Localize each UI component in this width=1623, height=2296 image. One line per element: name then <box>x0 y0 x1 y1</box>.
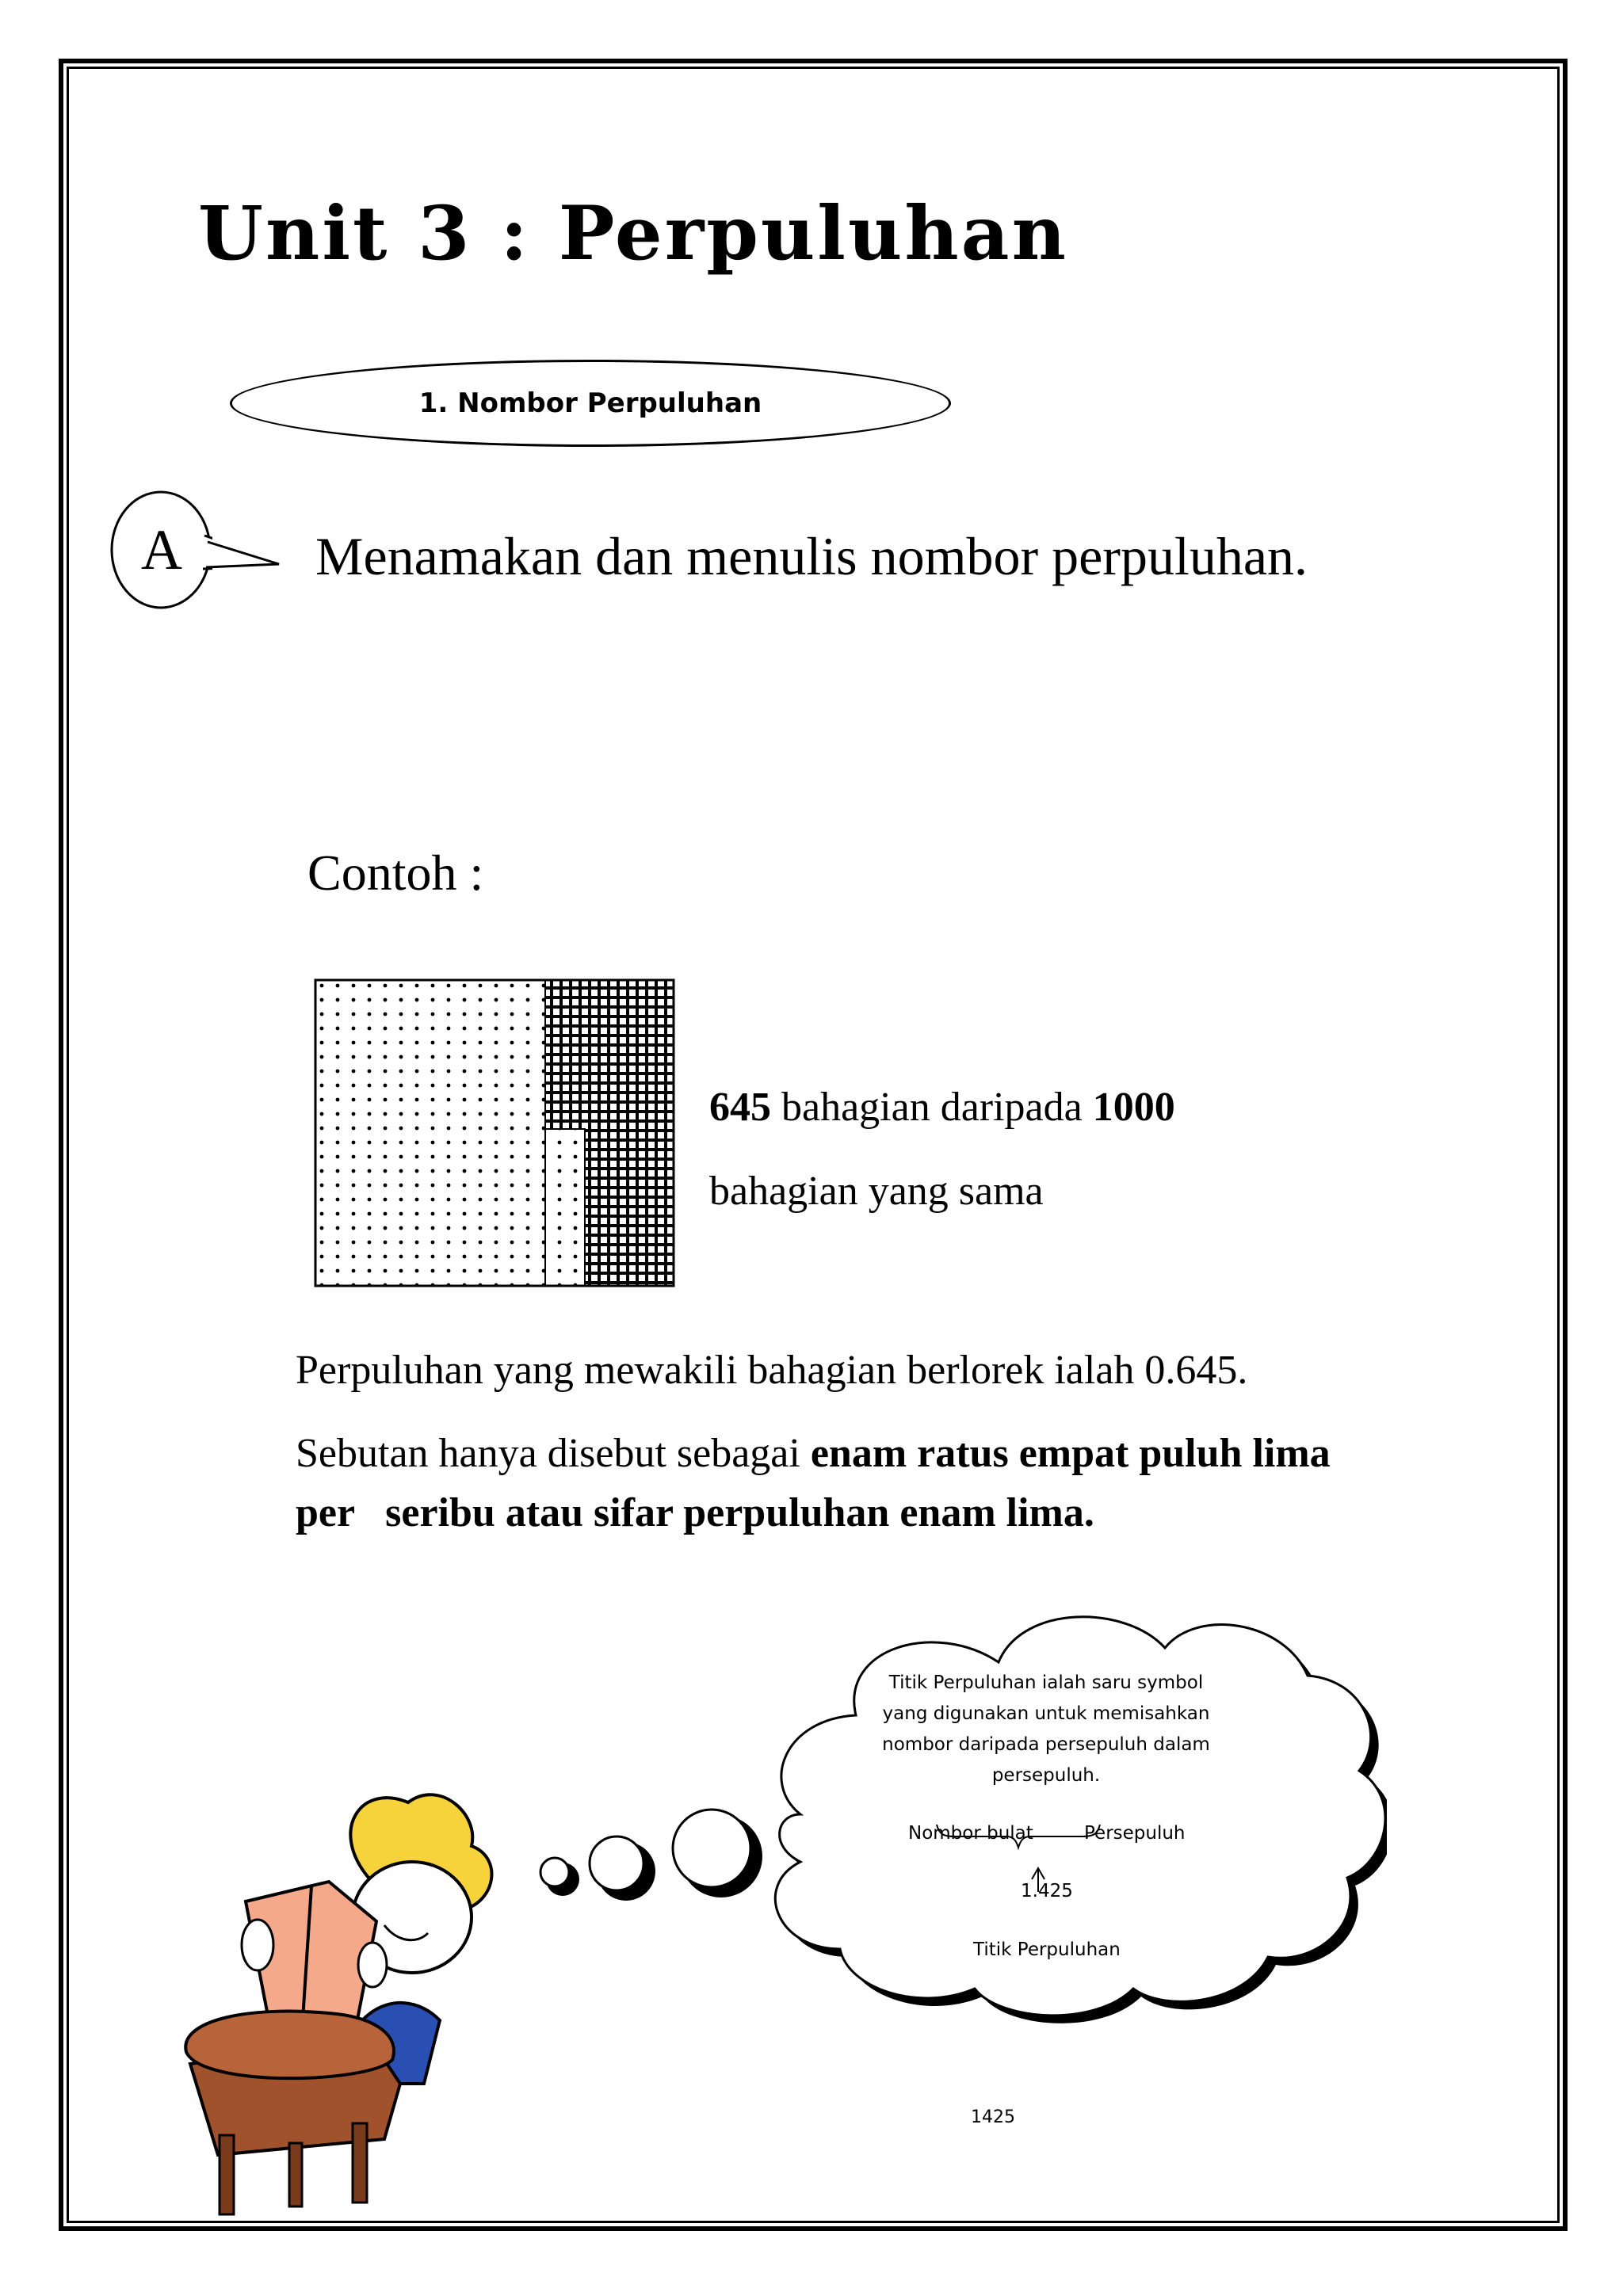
pronunciation-line2: per seribu atau sifar perpuluhan enam lima. <box>296 1490 1094 1535</box>
pronunciation-intro: Sebutan hanya disebut sebagai <box>296 1431 811 1476</box>
section-heading-label: 1. Nombor Perpuluhan <box>418 387 762 419</box>
hundredths-dotted-region <box>545 1129 585 1286</box>
decimal-grid-figure <box>314 978 675 1287</box>
decimal-statement: Perpuluhan yang mewakili bahagian berlorek ialah 0.645. <box>296 1348 1248 1393</box>
subsection-title: Menamakan dan menulis nombor perpuluhan. <box>315 526 1308 586</box>
total-parts-value: 1000 <box>1092 1085 1175 1130</box>
figure-caption-line1 <box>709 1084 1175 1131</box>
figure-caption-line2: bahagian yang sama <box>709 1169 1044 1214</box>
example-label: Contoh : <box>307 845 484 901</box>
page-title: Unit 3 : Perpuluhan <box>198 190 1068 277</box>
shaded-parts-value: 645 <box>709 1085 771 1130</box>
pronunciation-line1 <box>296 1430 1331 1477</box>
speech-bubble-icon <box>109 490 212 610</box>
whole-number-label: Nombor bulat <box>908 1823 1033 1844</box>
example-decimal-number: 1.425 <box>1021 1881 1073 1901</box>
reading-boy-illustration <box>170 1783 567 2218</box>
subsection-letter: A <box>141 518 182 582</box>
tenths-label: Persepuluh <box>1084 1823 1186 1844</box>
thought-cloud <box>531 1585 1387 2028</box>
decimal-point-label: Titik Perpuluhan <box>973 1939 1121 1960</box>
decimal-point-definition: Titik Perpuluhan ialah saru symbol yang digunakan untuk memisahkan nombor daripada persepuluh dalam persepuluh. <box>882 1672 1210 1786</box>
pronunciation-bold: enam ratus empat puluh lima <box>810 1431 1331 1476</box>
caption-mid-text: bahagian daripada <box>771 1085 1093 1130</box>
section-heading <box>230 360 951 447</box>
page-number: 1425 <box>971 2107 1015 2127</box>
